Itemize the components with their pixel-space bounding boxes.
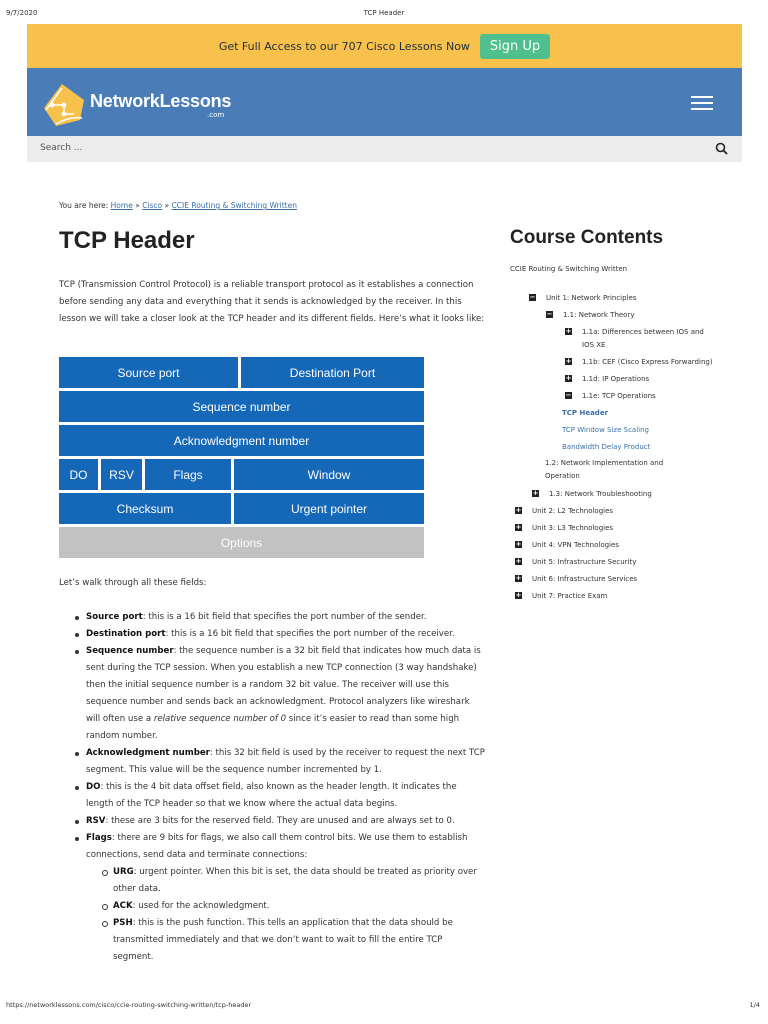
print-header — [0, 0, 768, 22]
list-item — [75, 626, 485, 643]
collapse-icon[interactable]: − — [565, 391, 572, 399]
diagram-cell-urgent-pointer: Urgent pointer — [234, 493, 424, 524]
promo-text: Get Full Access to our 707 Cisco Lessons Now — [218, 39, 470, 53]
field-name: Flags — [86, 833, 112, 843]
list-item — [75, 813, 485, 830]
print-page-number: 1/4 — [749, 1001, 760, 1009]
toc-item-label: 1.1b: CEF (Cisco Express Forwarding) — [582, 358, 713, 366]
toc-item-label-continued: Operation — [545, 472, 580, 480]
toc-item-label: 1.1d: IP Operations — [582, 375, 650, 383]
field-name: RSV — [86, 816, 106, 826]
toc-item-label: Unit 4: VPN Technologies — [532, 541, 619, 549]
breadcrumb-home[interactable]: Home — [110, 201, 133, 210]
list-item — [75, 830, 485, 966]
toc-item-label: Unit 3: L3 Technologies — [532, 524, 614, 532]
page-title: TCP Header — [59, 227, 195, 254]
toc-item-label: 1.1a: Differences between IOS and — [582, 328, 704, 336]
expand-icon[interactable]: + — [515, 574, 522, 582]
expand-icon[interactable]: + — [515, 523, 522, 531]
toc-item-label-continued: IOS XE — [582, 341, 606, 349]
flag-name: ACK — [113, 901, 133, 911]
breadcrumb — [59, 201, 297, 210]
diagram-row — [59, 459, 427, 490]
toc-item-label: 1.1e: TCP Operations — [582, 392, 656, 400]
toc-item-label: 1.2: Network Implementation and — [545, 459, 664, 467]
list-item — [75, 779, 485, 813]
diagram-row — [59, 527, 427, 558]
list-item — [75, 609, 485, 626]
field-emphasis: relative sequence number of 0 — [153, 714, 287, 724]
diagram-row — [59, 391, 427, 422]
toc-item-label: Unit 5: Infrastructure Security — [532, 558, 637, 566]
diagram-cell-acknowledgment-number: Acknowledgment number — [59, 425, 424, 456]
toc-item-label: 1.1: Network Theory — [563, 311, 635, 319]
diagram-cell-do: DO — [59, 459, 98, 490]
field-name: Sequence number — [86, 646, 174, 656]
collapse-icon[interactable]: − — [546, 310, 553, 318]
flag-item — [102, 898, 485, 915]
flag-description: : used for the acknowledgment. — [132, 901, 270, 911]
search-input[interactable]: Search ... — [40, 143, 83, 153]
walk-through-text: Let’s walk through all these fields: — [59, 578, 207, 588]
expand-icon[interactable]: + — [515, 557, 522, 565]
expand-icon[interactable]: + — [515, 591, 522, 599]
diagram-cell-rsv: RSV — [101, 459, 142, 490]
diagram-cell-sequence-number: Sequence number — [59, 391, 424, 422]
diagram-row — [59, 493, 427, 524]
field-name: Destination port — [86, 629, 166, 639]
expand-icon[interactable]: + — [515, 506, 522, 514]
print-title: TCP Header — [363, 9, 405, 17]
expand-icon[interactable]: + — [565, 327, 572, 335]
flag-item — [102, 864, 485, 898]
field-list — [75, 609, 485, 966]
breadcrumb-prefix: You are here: — [59, 201, 109, 210]
breadcrumb-separator: » — [135, 201, 140, 210]
search-icon[interactable] — [715, 142, 728, 155]
field-description: : this 32 bit field is used by the receiver to request the next TCP segment. This value will be the sequence number incremented by 1. — [86, 748, 485, 775]
networklessons-logo-icon — [40, 78, 86, 128]
expand-icon[interactable]: + — [565, 357, 572, 365]
breadcrumb-separator: » — [164, 201, 170, 210]
sign-up-button[interactable]: Sign Up — [480, 34, 550, 59]
diagram-cell-flags: Flags — [145, 459, 231, 490]
diagram-cell-checksum: Checksum — [59, 493, 231, 524]
print-url: https://networklessons.com/cisco/ccie-routing-switching-written/tcp-header — [6, 1001, 252, 1009]
breadcrumb-cisco[interactable]: Cisco — [142, 201, 163, 210]
list-item — [75, 745, 485, 779]
expand-icon[interactable]: + — [515, 540, 522, 548]
print-date: 9/7/2020 — [6, 9, 38, 17]
field-description-tail: since it’s easier to read than some high random number. — [86, 714, 460, 741]
promo-banner — [27, 24, 742, 68]
field-description: : these are 3 bits for the reserved field. They are unused and are always set to 0. — [105, 816, 455, 826]
field-description: : there are 9 bits for flags, we also call them control bits. We use them to establish connections, send data and terminate connections: — [86, 833, 468, 860]
flag-description: : this is the push function. This tells an application that the data should be transmitted immediately and that we don’t want to wait to fill the entire TCP segment. — [113, 918, 453, 962]
expand-icon[interactable]: + — [532, 489, 539, 497]
toc-item-label: TCP Window Size Scaling — [562, 426, 649, 434]
toc-item-label: Unit 2: L2 Technologies — [532, 507, 614, 515]
diagram-cell-destination-port: Destination Port — [241, 357, 424, 388]
diagram-cell-options: Options — [59, 527, 424, 558]
list-item — [75, 643, 485, 745]
field-description: : the sequence number is a 32 bit field that indicates how much data is sent during the TCP session. When you establish a new TCP connection (3 way handshake) then the initial sequence number is a random 32 bit value. The receiver will use this sequence number and sends back an acknowledgment. Protocol analyzers like wireshark will often use a — [86, 646, 481, 724]
field-name: Source port — [86, 612, 143, 622]
field-description: : this is the 4 bit data offset field, also known as the header length. It indicates the length of the TCP header so that we know where the actual data begins. — [86, 782, 457, 809]
breadcrumb-course[interactable]: CCIE Routing & Switching Written — [171, 201, 297, 210]
diagram-row — [59, 357, 427, 388]
toc-item-label: Unit 6: Infrastructure Services — [532, 575, 638, 583]
collapse-icon[interactable]: − — [529, 293, 536, 301]
field-name: DO — [86, 782, 101, 792]
toc-item-label: Unit 7: Practice Exam — [532, 592, 608, 600]
flag-list — [86, 864, 485, 966]
diagram-row — [59, 425, 427, 456]
brand-name: NetworkLessons — [90, 91, 232, 111]
intro-paragraph: TCP (Transmission Control Protocol) is a reliable transport protocol as it establishes a connection before sending any data and everything that it sends is acknowledged by the receiver. In this lesson we will take a closer look at the TCP header and its different fields. Here’s what it looks like: — [59, 280, 485, 324]
toc-item-label: 1.3: Network Troubleshooting — [549, 490, 652, 498]
course-contents-title: Course Contents — [510, 227, 664, 248]
toc-item-label: TCP Header — [562, 409, 609, 417]
flag-name: PSH — [113, 918, 133, 928]
flag-name: URG — [113, 867, 134, 877]
field-description: : this is a 16 bit field that specifies the port number of the receiver. — [165, 629, 455, 639]
toc-item-label: Unit 1: Network Principles — [546, 294, 637, 302]
diagram-cell-window: Window — [234, 459, 424, 490]
search-bar — [27, 136, 742, 162]
diagram-cell-source-port: Source port — [59, 357, 238, 388]
course-name[interactable]: CCIE Routing & Switching Written — [510, 265, 628, 273]
flag-description: : urgent pointer. When this bit is set, the data should be treated as priority over other data. — [113, 867, 477, 894]
tcp-header-diagram — [59, 357, 427, 561]
site-header — [27, 68, 742, 136]
field-name: Acknowledgment number — [86, 748, 210, 758]
field-description: : this is a 16 bit field that specifies the port number of the sender. — [142, 612, 427, 622]
brand-suffix: .com — [207, 111, 225, 119]
flag-item — [102, 915, 485, 966]
toc-item-label: Bandwidth Delay Product — [562, 443, 651, 451]
site-logo[interactable] — [40, 78, 240, 128]
hamburger-icon[interactable] — [691, 96, 713, 110]
expand-icon[interactable]: + — [565, 374, 572, 382]
